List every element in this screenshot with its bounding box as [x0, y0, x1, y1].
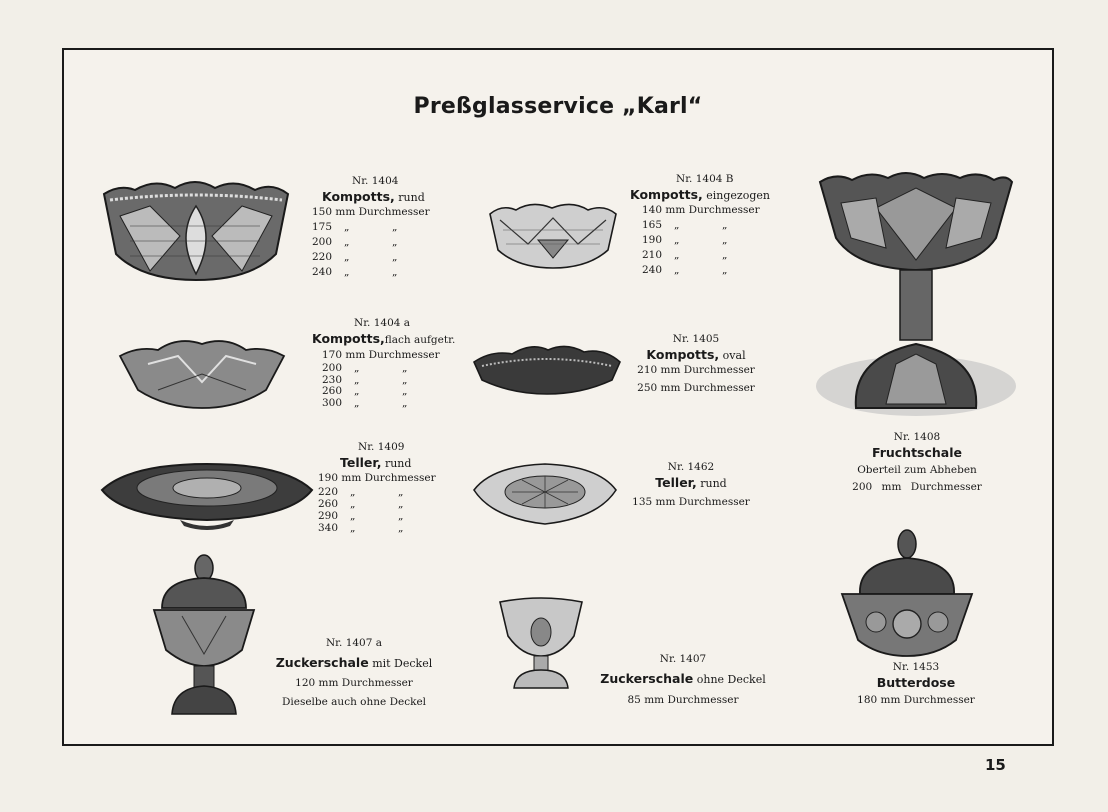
item-1462 — [626, 460, 756, 510]
item-1404a — [312, 316, 472, 409]
item-number: Nr. 1404 B — [676, 173, 734, 185]
bowl-1404b-illustration — [488, 200, 618, 270]
item-name: Kompotts, eingezogen — [630, 187, 770, 202]
item-name: Kompotts, oval — [646, 347, 746, 362]
item-1404 — [312, 174, 462, 280]
item-number: Nr. 1404 — [352, 175, 399, 187]
item-name: Zuckerschale ohne Deckel — [600, 671, 766, 686]
page-title: Preßglasservice „Karl“ — [413, 94, 703, 119]
size-list: 200 „ „ 230 „ „ 260 „ „ 300 „ „ — [322, 362, 408, 409]
plate-1409-illustration — [100, 460, 314, 536]
note: Dieselbe auch ohne Deckel — [281, 696, 427, 708]
size-line-1: 85 mm Durchmesser — [627, 694, 739, 706]
item-number: Nr. 1404 a — [354, 317, 411, 329]
size-list: 175 „ „ 200 „ „ 220 „ „ 240 „ „ — [312, 221, 398, 278]
item-name: Kompotts, rund — [322, 189, 425, 204]
item-1404b — [630, 172, 790, 278]
size-first: 140 mm Durchmesser — [642, 204, 760, 216]
size-list: 165 „ „ 190 „ „ 210 „ „ 240 „ „ — [642, 219, 728, 276]
size-line-1: 210 mm Durchmesser — [637, 364, 755, 376]
size-line-1: 135 mm Durchmesser — [632, 496, 750, 508]
page-frame — [62, 48, 1054, 746]
item-number: Nr. 1407 — [659, 653, 707, 665]
item-number: Nr. 1408 — [893, 431, 941, 443]
item-name: Kompotts,flach aufgetr. — [312, 331, 456, 346]
bowl-1404-illustration — [100, 176, 292, 282]
oval-dish-1405-illustration — [472, 340, 622, 396]
item-number: Nr. 1409 — [358, 441, 405, 453]
item-name: Teller, rund — [655, 475, 727, 490]
size-line-2: 250 mm Durchmesser — [637, 382, 755, 394]
description: Oberteil zum Abheben — [857, 464, 977, 476]
plate-1462-illustration — [472, 462, 618, 526]
item-name: Fruchtschale — [871, 445, 963, 460]
item-name: Butterdose — [876, 675, 956, 690]
size-first: 150 mm Durchmesser — [312, 206, 430, 218]
size-line-1: 180 mm Durchmesser — [857, 694, 975, 706]
item-number: Nr. 1462 — [667, 461, 715, 473]
item-name: Teller, rund — [340, 455, 412, 470]
item-number: Nr. 1405 — [672, 333, 720, 345]
page-number: 15 — [985, 756, 1006, 774]
sugar-bowl-1407-illustration — [498, 596, 584, 692]
item-1453 — [834, 660, 998, 708]
sugar-bowl-1407a-illustration — [152, 554, 256, 718]
size-line-1: 120 mm Durchmesser — [295, 677, 413, 689]
item-1407a — [264, 636, 444, 710]
size-first: 190 mm Durchmesser — [318, 472, 436, 484]
item-1407 — [588, 652, 778, 708]
item-name: Zuckerschale mit Deckel — [275, 655, 433, 670]
item-1405 — [626, 332, 766, 396]
item-1408 — [834, 430, 1000, 495]
size-list: 220 „ „ 260 „ „ 290 „ „ 340 „ „ — [318, 486, 404, 534]
size-first: 170 mm Durchmesser — [322, 349, 440, 361]
item-number: Nr. 1407 a — [325, 637, 383, 649]
item-number: Nr. 1453 — [892, 661, 940, 673]
fruit-stand-1408-illustration — [816, 168, 1020, 422]
item-1409 — [318, 440, 468, 534]
butter-dish-1453-illustration — [840, 528, 974, 662]
bowl-1404a-illustration — [118, 334, 286, 410]
size-line-1: 200 mm Durchmesser — [852, 481, 982, 493]
